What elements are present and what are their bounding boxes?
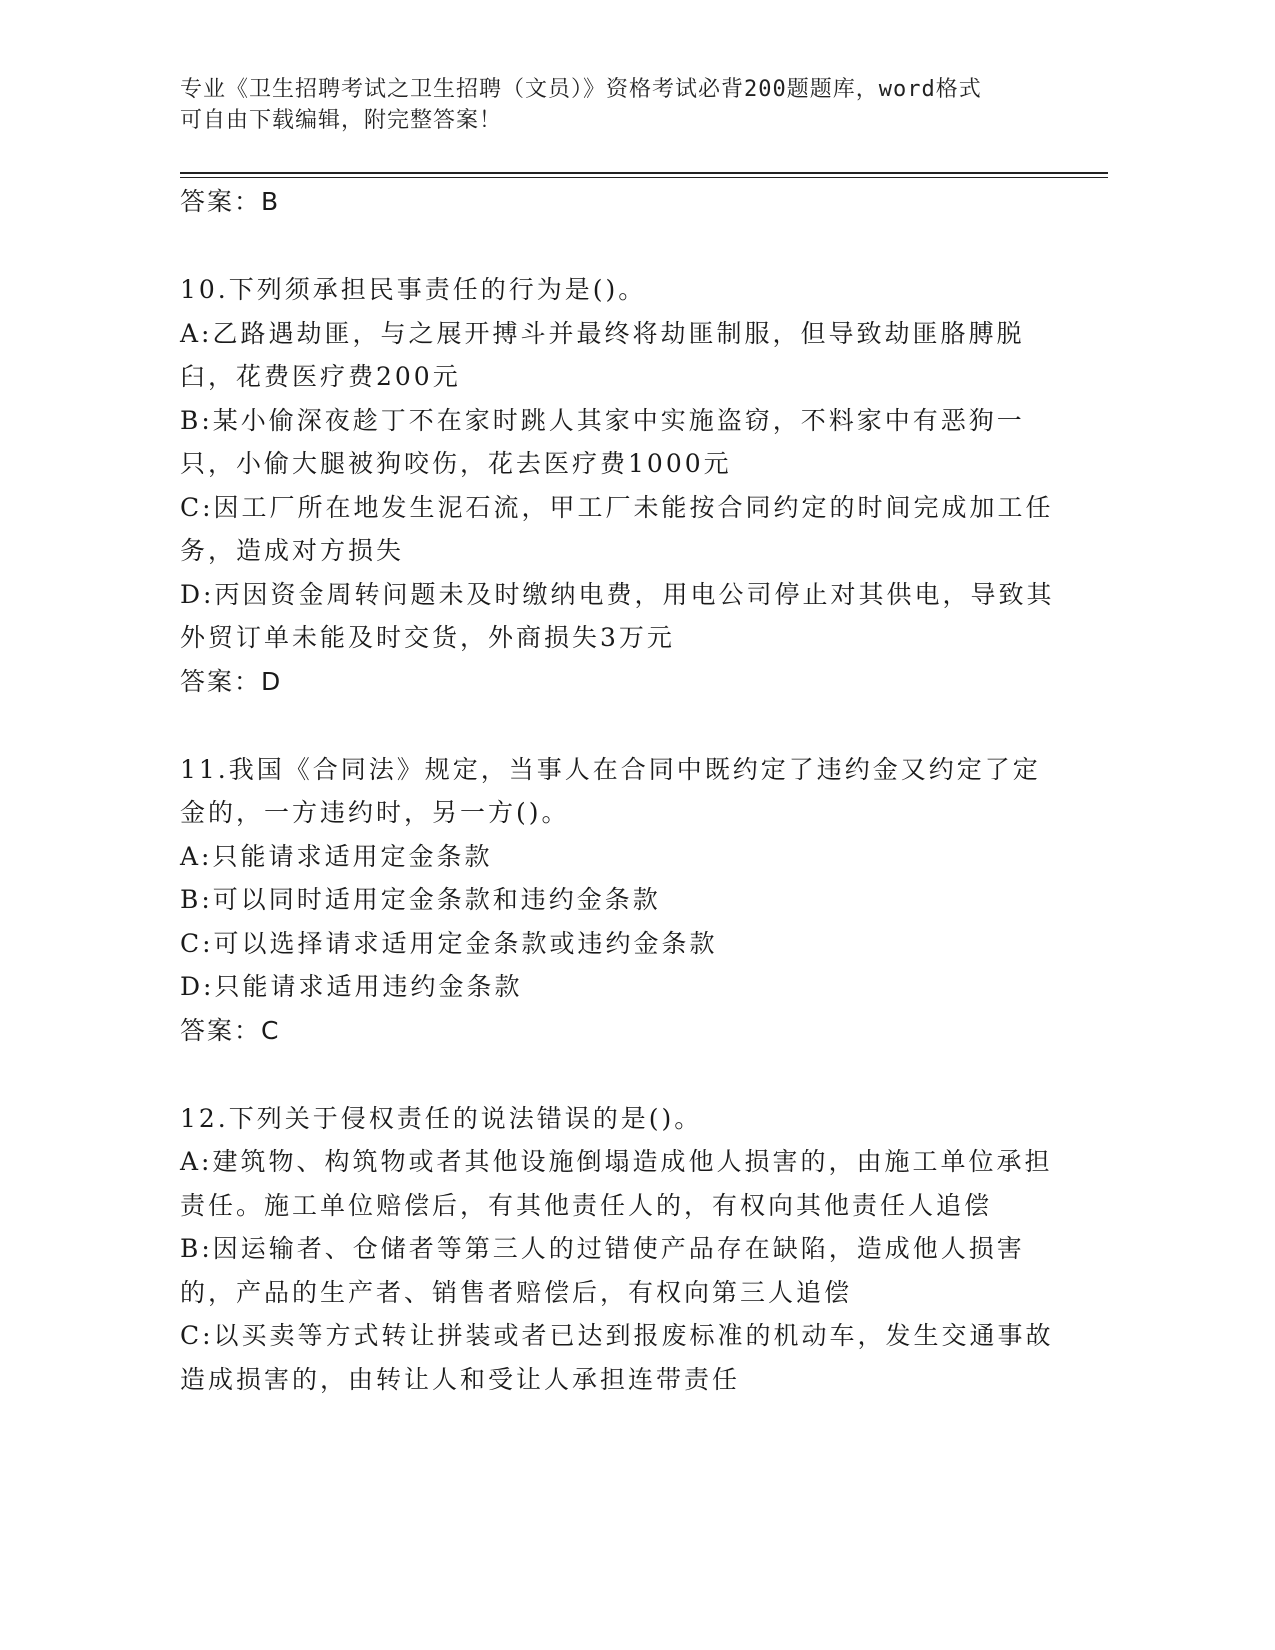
document-header [180, 74, 1060, 136]
option-b: B:因运输者、仓储者等第三人的过错使产品存在缺陷，造成他人损害的，产品的生产者、销售者赔偿后，有权向第三人追偿 [180, 1234, 1025, 1307]
option-b: B:某小偷深夜趁丁不在家时跳人其家中实施盗窃，不料家中有恶狗一只，小偷大腿被狗咬伤，花去医疗费1000元 [180, 405, 1025, 478]
option-a: A:只能请求适用定金条款 [180, 841, 493, 871]
option-c: C:因工厂所在地发生泥石流，甲工厂未能按合同约定的时间完成加工任务，造成对方损失 [180, 492, 1054, 565]
question-stem: 12.下列关于侵权责任的说法错误的是()。 [180, 1103, 703, 1133]
option-a: A:乙路遇劫匪，与之展开搏斗并最终将劫匪制服，但导致劫匪胳膊脱臼，花费医疗费200元 [180, 318, 1025, 391]
option-c: C:可以选择请求适用定金条款或违约金条款 [180, 928, 718, 958]
answer-line: 答案：D [180, 666, 283, 696]
question-10 [180, 268, 1060, 704]
header-line-2: 可自由下载编辑，附完整答案！ [180, 108, 503, 133]
header-divider [180, 172, 1108, 174]
option-b: B:可以同时适用定金条款和违约金条款 [180, 885, 661, 914]
option-a: A:建筑物、构筑物或者其他设施倒塌造成他人损害的，由施工单位承担责任。施工单位赔偿后，有其他责任人的，有权向其他责任人追偿 [180, 1147, 1053, 1220]
answer-line: 答案：C [180, 1015, 281, 1045]
option-c: C:以买卖等方式转让拼装或者已达到报废标准的机动车，发生交通事故造成损害的，由转让人和受让人承担连带责任 [180, 1321, 1054, 1394]
document-body [180, 180, 1060, 1401]
question-11 [180, 748, 1060, 1053]
option-d: D:只能请求适用违约金条款 [180, 972, 523, 1001]
question-stem: 11.我国《合同法》规定，当事人在合同中既约定了违约金又约定了定金的，一方违约时，另一方()。 [180, 754, 1041, 827]
option-d: D:丙因资金周转问题未及时缴纳电费，用电公司停止对其供电，导致其外贸订单未能及时交货，外商损失3万元 [180, 579, 1055, 652]
question-12 [180, 1097, 1060, 1402]
question-stem: 10.下列须承担民事责任的行为是()。 [180, 275, 647, 304]
header-divider-thin [180, 177, 1108, 178]
header-line-1: 专业《卫生招聘考试之卫生招聘（文员）》资格考试必背200题题库，word格式 [180, 77, 982, 102]
answer-line: 答案：B [180, 187, 281, 216]
